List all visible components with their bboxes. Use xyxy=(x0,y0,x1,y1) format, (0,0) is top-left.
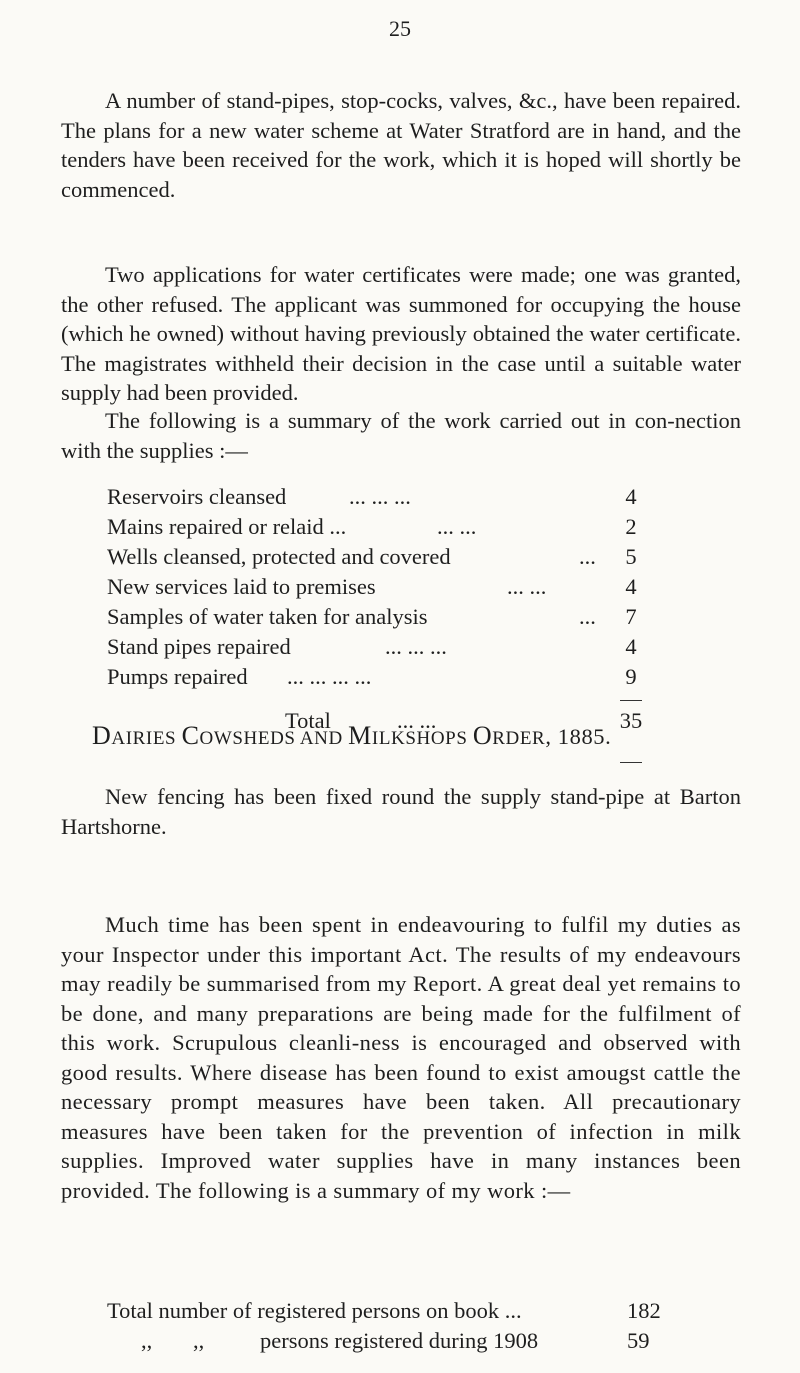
heading-initial: C xyxy=(181,721,200,750)
summary-label: New services laid to premises xyxy=(107,574,376,599)
summary-label: Stand pipes repaired xyxy=(107,634,291,659)
summary-row xyxy=(107,542,647,572)
heading-text: AIRIES xyxy=(111,728,182,749)
summary-value: 4 xyxy=(625,574,637,599)
summary-leader: ... ... ... xyxy=(349,484,411,509)
registered-row xyxy=(107,1296,707,1326)
section-heading xyxy=(92,721,611,751)
summary-leader: ... xyxy=(579,604,596,629)
summary-value: 2 xyxy=(625,514,637,539)
heading-initial: D xyxy=(92,721,112,750)
summary-row xyxy=(107,572,647,602)
heading-initial: O xyxy=(472,721,493,750)
registered-persons-summary xyxy=(107,1296,707,1356)
paragraph-summary-intro: The following is a summary of the work carried out in con-nection with the supplies :— xyxy=(61,408,741,463)
paragraph-water-certificates: Two applications for water certificates were made; one was granted, the other refused. The applicant was summoned for occupying the house (which he owned) without having previously obtained the water certificate. The magistrates withheld their decision in the case until a suitable water supply had been provided. xyxy=(61,262,741,405)
summary-label: Samples of water taken for analysis xyxy=(107,604,428,629)
heading-year: , 1885. xyxy=(545,724,612,749)
total-top-rule xyxy=(620,700,642,701)
heading-text: ILKSHOPS xyxy=(371,728,473,749)
paragraph-dairies: Much time has been spent in endeavouring to fulfil my duties as your Inspector under this important Act. The results of my endeavours may readily be summarised from my Report. A great deal yet remains to be done, and many preparations are being made for the fulfilment of this work. Scrupulous cleanli-ness is encouraged and observed with good results. Where disease has been found to exist amougst cattle the necessary prompt measures have been taken. All precautionary measures have been taken for the prevention of infection in milk supplies. Improved water supplies have in many instances been provided. The following is a summary of my work :— xyxy=(61,912,741,1203)
summary-label: Pumps repaired xyxy=(107,664,248,689)
registered-label: persons registered during 1908 xyxy=(260,1328,539,1353)
total-bottom-rule xyxy=(620,762,642,763)
summary-value: 4 xyxy=(625,484,637,509)
summary-leader: ... ... ... xyxy=(385,634,447,659)
total-label: Total xyxy=(285,708,331,733)
ditto-mark: ,, xyxy=(193,1328,205,1353)
total-value: 35 xyxy=(619,708,643,733)
summary-value: 7 xyxy=(625,604,637,629)
summary-row xyxy=(107,512,647,542)
total-leader: ... ... xyxy=(397,708,437,733)
summary-leader: ... ... xyxy=(437,514,477,539)
summary-value: 9 xyxy=(625,664,637,689)
page-number: 25 xyxy=(389,16,411,41)
heading-initial: M xyxy=(348,721,372,750)
summary-row xyxy=(107,662,647,692)
summary-label: Wells cleansed, protected and covered xyxy=(107,544,451,569)
summary-label: Reservoirs cleansed xyxy=(107,484,287,509)
summary-value: 4 xyxy=(625,634,637,659)
paragraph-fencing: New fencing has been fixed round the supply stand-pipe at Barton Hartshorne. xyxy=(61,784,741,839)
summary-row xyxy=(107,602,647,632)
heading-text: RDER xyxy=(492,728,546,749)
ditto-mark: ,, xyxy=(141,1328,153,1353)
water-work-summary xyxy=(107,482,647,736)
summary-row xyxy=(107,632,647,662)
paragraph-repairs: A number of stand-pipes, stop-cocks, valves, &c., have been repaired. The plans for a new water scheme at Water Stratford are in hand, and the tenders have been received for the work, which it is hoped will shortly be commenced. xyxy=(61,88,741,202)
summary-value: 5 xyxy=(625,544,637,569)
summary-leader: ... ... xyxy=(507,574,547,599)
registered-value: 182 xyxy=(627,1298,661,1323)
summary-leader: ... ... ... ... xyxy=(287,664,372,689)
heading-text: OWSHEDS AND xyxy=(199,728,349,749)
registered-value: 59 xyxy=(627,1328,650,1353)
registered-label: Total number of registered persons on book ... xyxy=(107,1298,522,1323)
summary-row xyxy=(107,482,647,512)
summary-label: Mains repaired or relaid ... xyxy=(107,514,347,539)
summary-leader: ... xyxy=(579,544,596,569)
registered-row xyxy=(107,1326,707,1356)
